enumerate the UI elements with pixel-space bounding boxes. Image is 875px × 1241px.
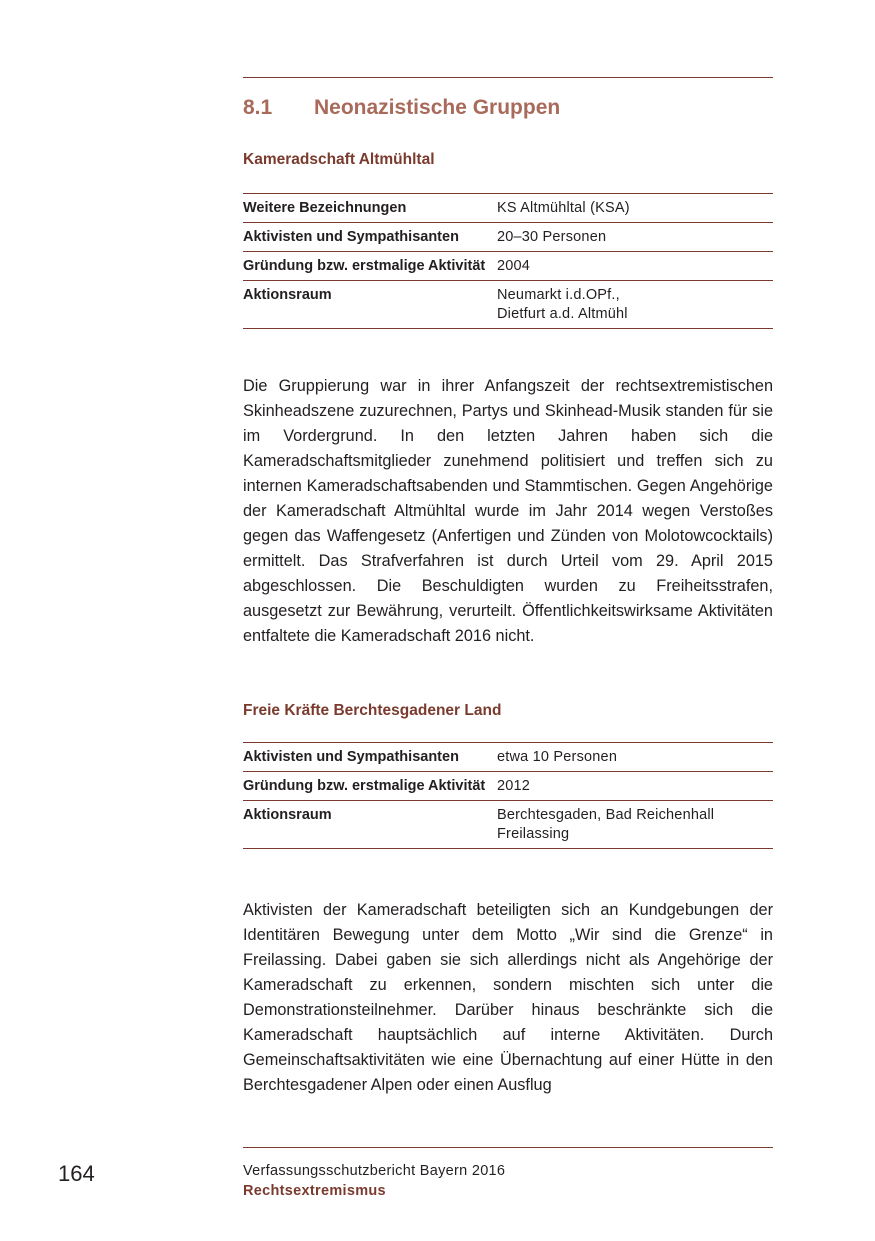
table-row (243, 281, 773, 329)
row-key: Gründung bzw. erstmalige Aktivität (243, 772, 497, 801)
table-row (243, 743, 773, 772)
row-key: Aktivisten und Sympathisanten (243, 223, 497, 252)
row-key: Gründung bzw. erstmalige Aktivität (243, 252, 497, 281)
page-number: 164 (58, 1161, 95, 1186)
section-number: 8.1 (243, 96, 273, 119)
section-title: Neonazistische Gruppen (314, 96, 561, 119)
row-value: 2004 (497, 252, 773, 281)
row-value: Berchtesgaden, Bad Reichenhall Freilassing (497, 801, 773, 849)
row-value: KS Altmühltal (KSA) (497, 194, 773, 223)
row-value: etwa 10 Personen (497, 743, 773, 772)
table-row (243, 252, 773, 281)
table-row (243, 801, 773, 849)
row-value: Neumarkt i.d.OPf., Dietfurt a.d. Altmühl (497, 281, 773, 329)
row-value: 20–30 Personen (497, 223, 773, 252)
table-row (243, 772, 773, 801)
footer-publication: Verfassungsschutzbericht Bayern 2016 (243, 1163, 506, 1179)
row-key: Aktionsraum (243, 801, 497, 849)
group1-description: Die Gruppierung war in ihrer Anfangszeit der rechtsextremistischen Skinheadszene zuzurechnen, Partys und Skinhead-Musik standen für sie im Vordergrund. In den letzten Jahren haben sich die Kameradschaftsmitglieder zunehmend politisiert und treffen sich zu internen Kameradschaftsabenden und Stammtischen. Gegen Angehörige der Kameradschaft Altmühltal wurde im Jahr 2014 wegen Verstoßes gegen das Waffengesetz (Anfertigen und Zünden von Molotowcocktails) ermittelt. Das Strafverfahren ist durch Urteil vom 29. April 2015 abgeschlossen. Die Beschuldigten wurden zu Freiheitsstrafen, ausgesetzt zur Bewährung, verurteilt. Öffentlichkeitswirksame Aktivitäten entfaltete die Kameradschaft 2016 nicht. (243, 377, 773, 645)
row-key: Aktionsraum (243, 281, 497, 329)
group2-heading: Freie Kräfte Berchtesgadener Land (243, 702, 502, 719)
section-heading (243, 96, 560, 120)
table-row (243, 194, 773, 223)
group1-info-table (243, 193, 773, 329)
group2-info-table (243, 742, 773, 849)
row-key: Weitere Bezeichnungen (243, 194, 497, 223)
row-key: Aktivisten und Sympathisanten (243, 743, 497, 772)
group1-heading: Kameradschaft Altmühltal (243, 151, 435, 168)
group2-description: Aktivisten der Kameradschaft beteiligten sich an Kundgebungen der Identitären Bewegung unter dem Motto „Wir sind die Grenze“ in Freilassing. Dabei gaben sie sich allerdings nicht als Angehörige der Kameradschaft zu erkennen, sondern mischten sich unter die Demonstrationsteilnehmer. Darüber hinaus beschränkte sich die Kameradschaft hauptsächlich auf interne Aktivitäten. Durch Gemeinschaftsaktivitäten wie eine Übernachtung auf einer Hütte in den Berchtesgadener Alpen oder einen Ausflug (243, 901, 773, 1094)
top-rule (243, 77, 773, 78)
footer-rule (243, 1147, 773, 1148)
table-row (243, 223, 773, 252)
footer-chapter: Rechtsextremismus (243, 1183, 386, 1199)
row-value: 2012 (497, 772, 773, 801)
